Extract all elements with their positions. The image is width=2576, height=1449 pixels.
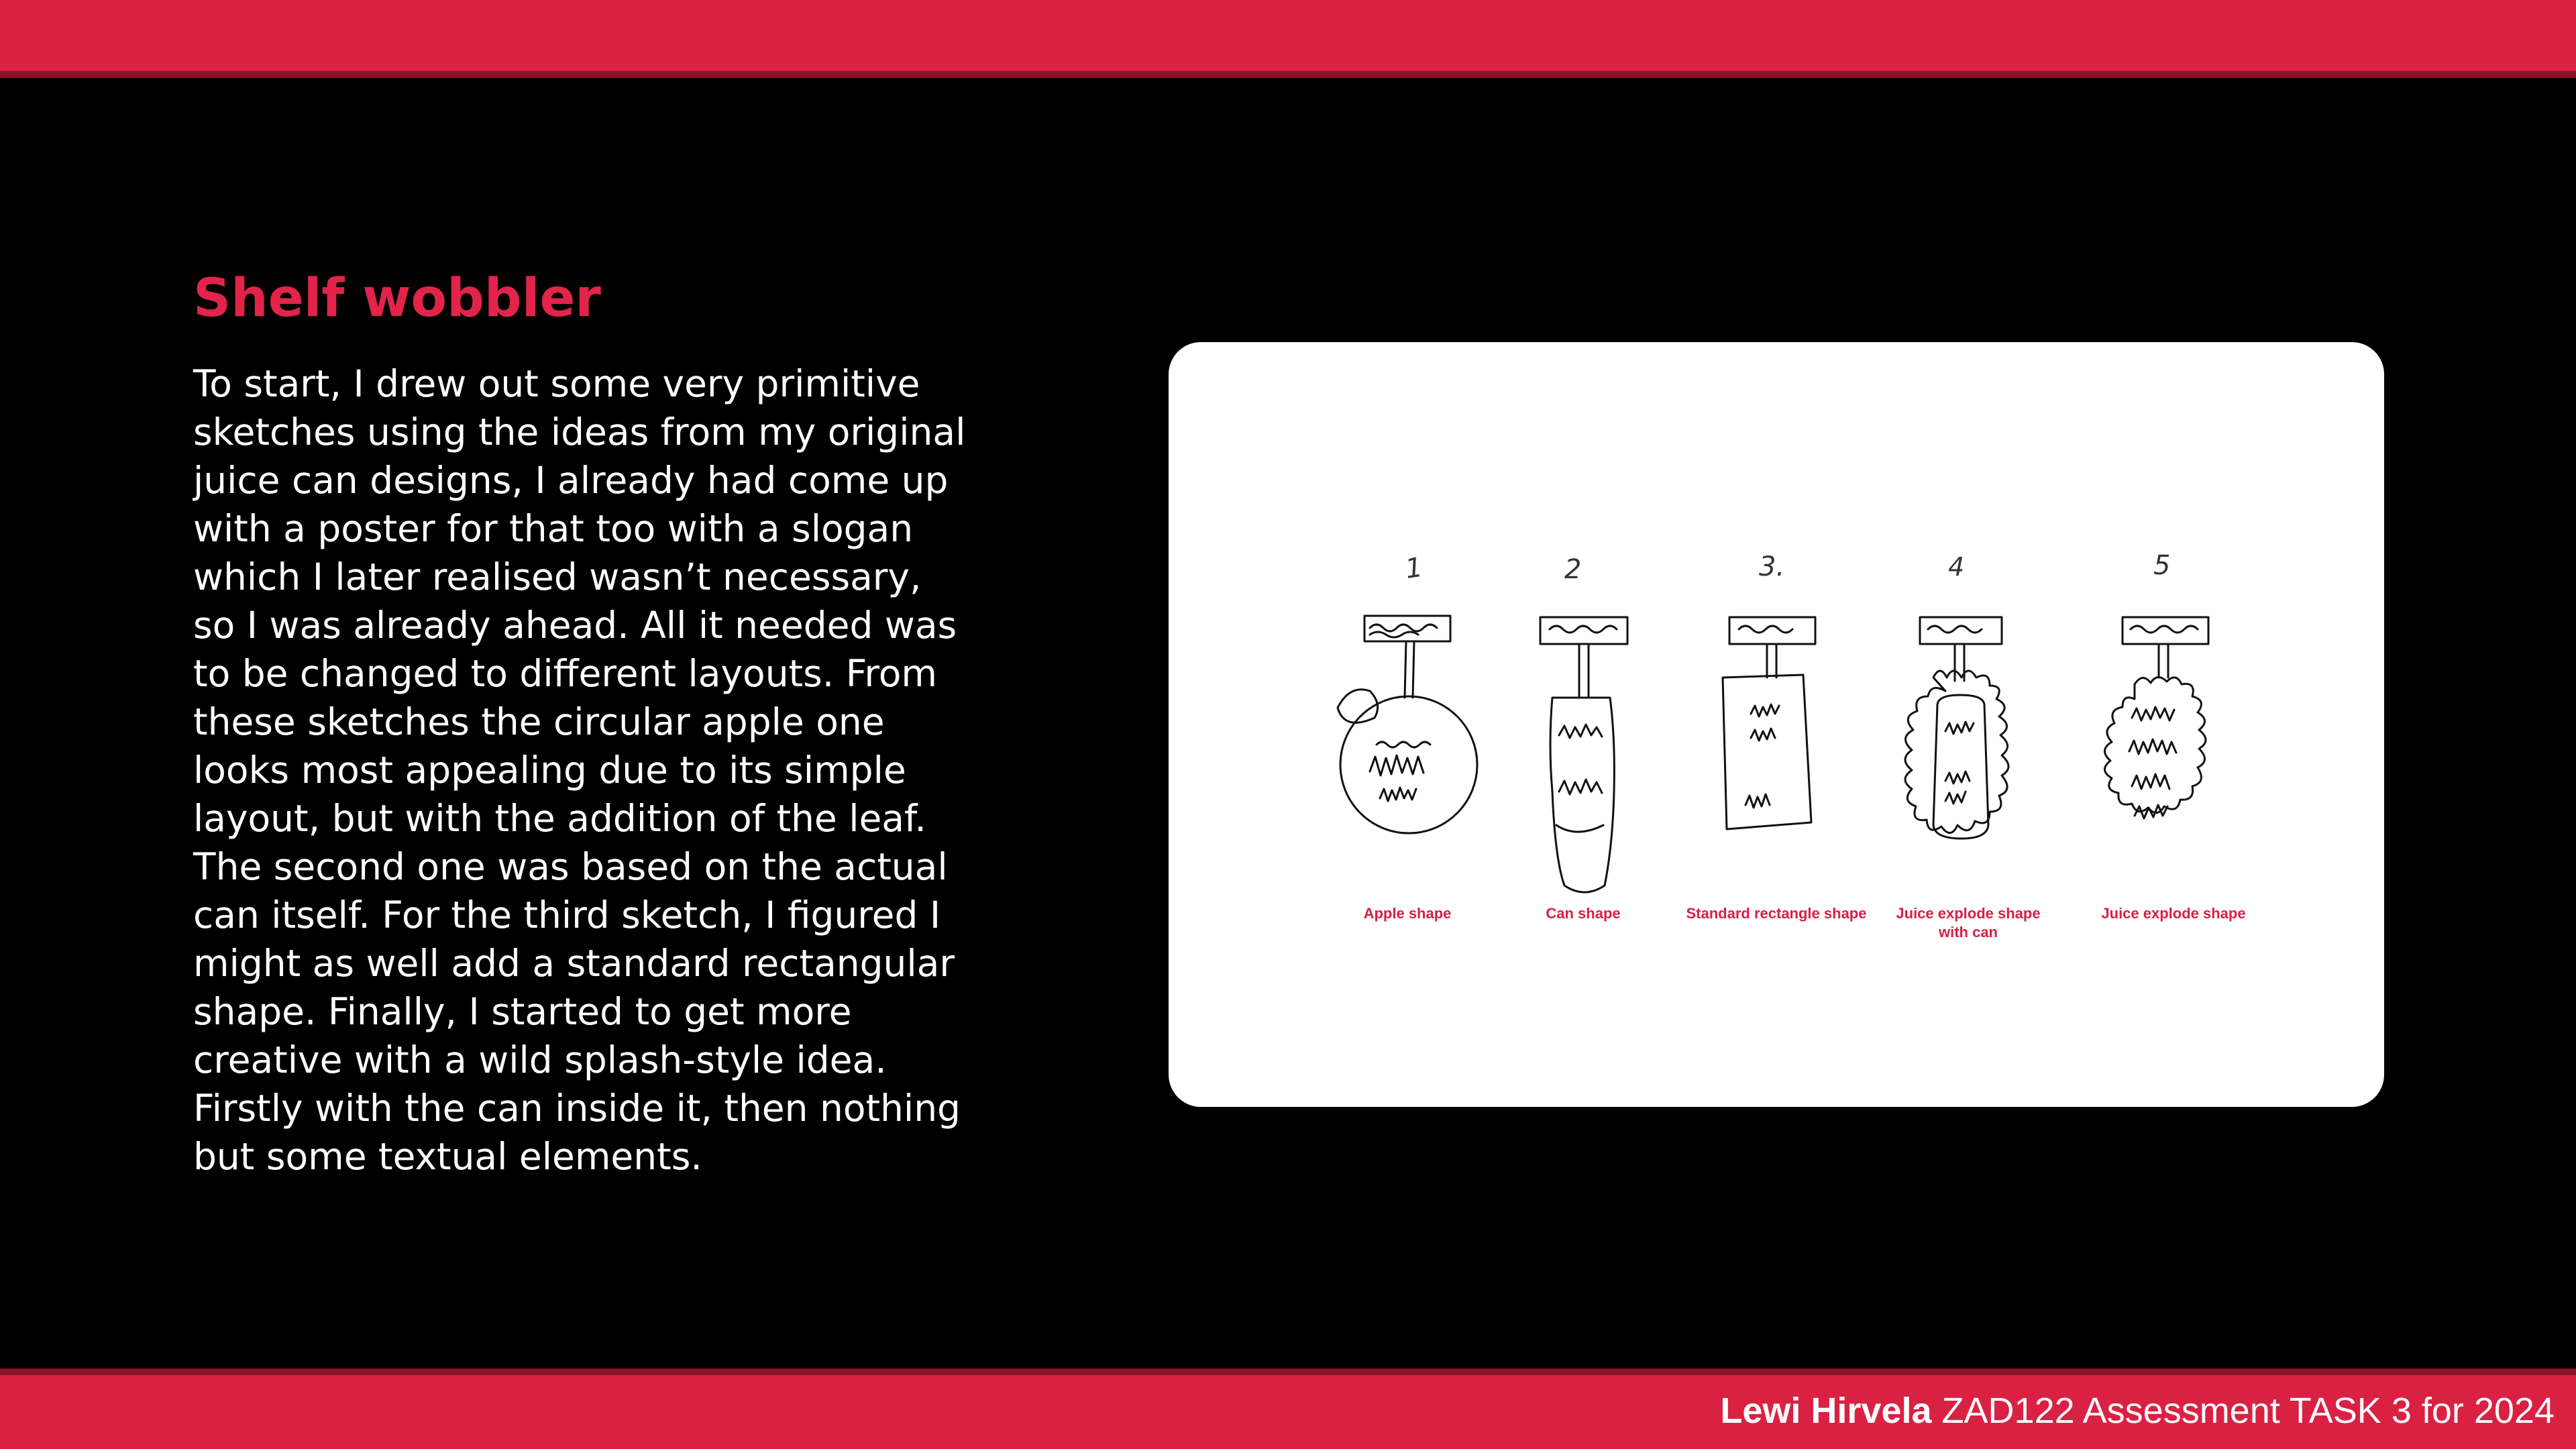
body-line: can itself. For the third sketch, I figured I [193,894,941,936]
body-line: Firstly with the can inside it, then nothing [193,1087,961,1130]
body-line: layout, but with the addition of the leaf. [193,797,926,840]
body-scribble [1945,722,1974,734]
wobbler-tag [2123,617,2208,644]
body-scribble [1945,771,1970,784]
body-scribble [1377,742,1430,747]
body-line: with a poster for that too with a slogan [193,507,914,550]
body-line: To start, I drew out some very primitive [193,362,920,405]
tag-scribble [1370,625,1437,631]
body-scribble [1751,729,1775,741]
body-line: creative with a wild splash-style idea. [193,1038,887,1081]
body-line: these sketches the circular apple one [193,700,885,743]
body-scribble [1556,825,1603,832]
sketch-number: 5 [2153,550,2171,581]
rectangle-outline [1723,675,1811,829]
body-line: looks most appealing due to its simple [193,749,906,792]
bottom-accent-bar [0,1368,2576,1449]
body-scribble [2132,774,2169,789]
tag-scribble [1370,632,1418,637]
footer-course: ZAD122 Assessment TASK 3 for 2024 [1931,1391,2555,1431]
slide-body-text [193,360,1032,1181]
sketch-caption: Juice explode shape [2101,905,2246,922]
wobbler-stem [1405,641,1406,698]
sketch-number: 4 [1948,552,1965,582]
wobbler-stem [1413,641,1414,698]
footer-credit [1720,1390,2555,1432]
sketch-can [1540,554,1627,892]
sketch-caption: Apple shape [1363,905,1452,922]
inner-can-outline [1933,695,1988,839]
body-scribble [1370,755,1424,775]
wobbler-tag [1729,617,1815,644]
body-scribble [2129,739,2176,754]
body-scribble [1945,792,1966,804]
sketch-explode-with-can [1905,552,2008,839]
body-line: might as well add a standard rectangular [193,942,955,985]
sketch-explode [2104,550,2208,818]
body-scribble [1751,704,1779,716]
body-line: shape. Finally, I started to get more [193,990,852,1033]
footer-author: Lewi Hirvela [1720,1391,1932,1431]
body-line: but some textual elements. [193,1135,702,1178]
sketch-number: 2 [1564,554,1582,585]
tag-scribble [2131,626,2198,633]
body-line: juice can designs, I already had come up [193,459,949,502]
body-scribble [1746,794,1770,808]
tag-scribble [1739,626,1792,633]
body-line: to be changed to different layouts. From [193,652,937,695]
sketch-card [1169,342,2384,1107]
sketch-caption: Standard rectangle shape [1686,905,1867,922]
sketch-caption: Can shape [1546,905,1621,922]
tag-scribble [1550,626,1617,633]
body-line: sketches using the ideas from my original [193,411,966,453]
slide-heading: Shelf wobbler [193,268,601,329]
sketch-number: 3. [1759,551,1785,582]
sketch-caption: Juice explode shape with can [1896,905,2041,941]
body-scribble [2132,707,2174,720]
can-outline [1550,698,1614,892]
body-line: which I later realised wasn’t necessary, [193,555,922,598]
body-line: so I was already ahead. All it needed was [193,604,957,647]
sketch-apple [1338,552,1477,833]
wobbler-tag [1920,617,2002,644]
body-scribble [1380,788,1416,801]
wobbler-tag [1540,617,1627,644]
top-accent-bar [0,0,2576,78]
sketch-drawings [1169,342,2384,1107]
body-line: The second one was based on the actual [193,845,948,888]
sketch-rectangle [1723,551,1815,829]
body-scribble [1559,780,1602,794]
tag-scribble [1928,626,1982,633]
sketch-number: 1 [1403,551,1425,585]
body-scribble [1559,724,1602,738]
